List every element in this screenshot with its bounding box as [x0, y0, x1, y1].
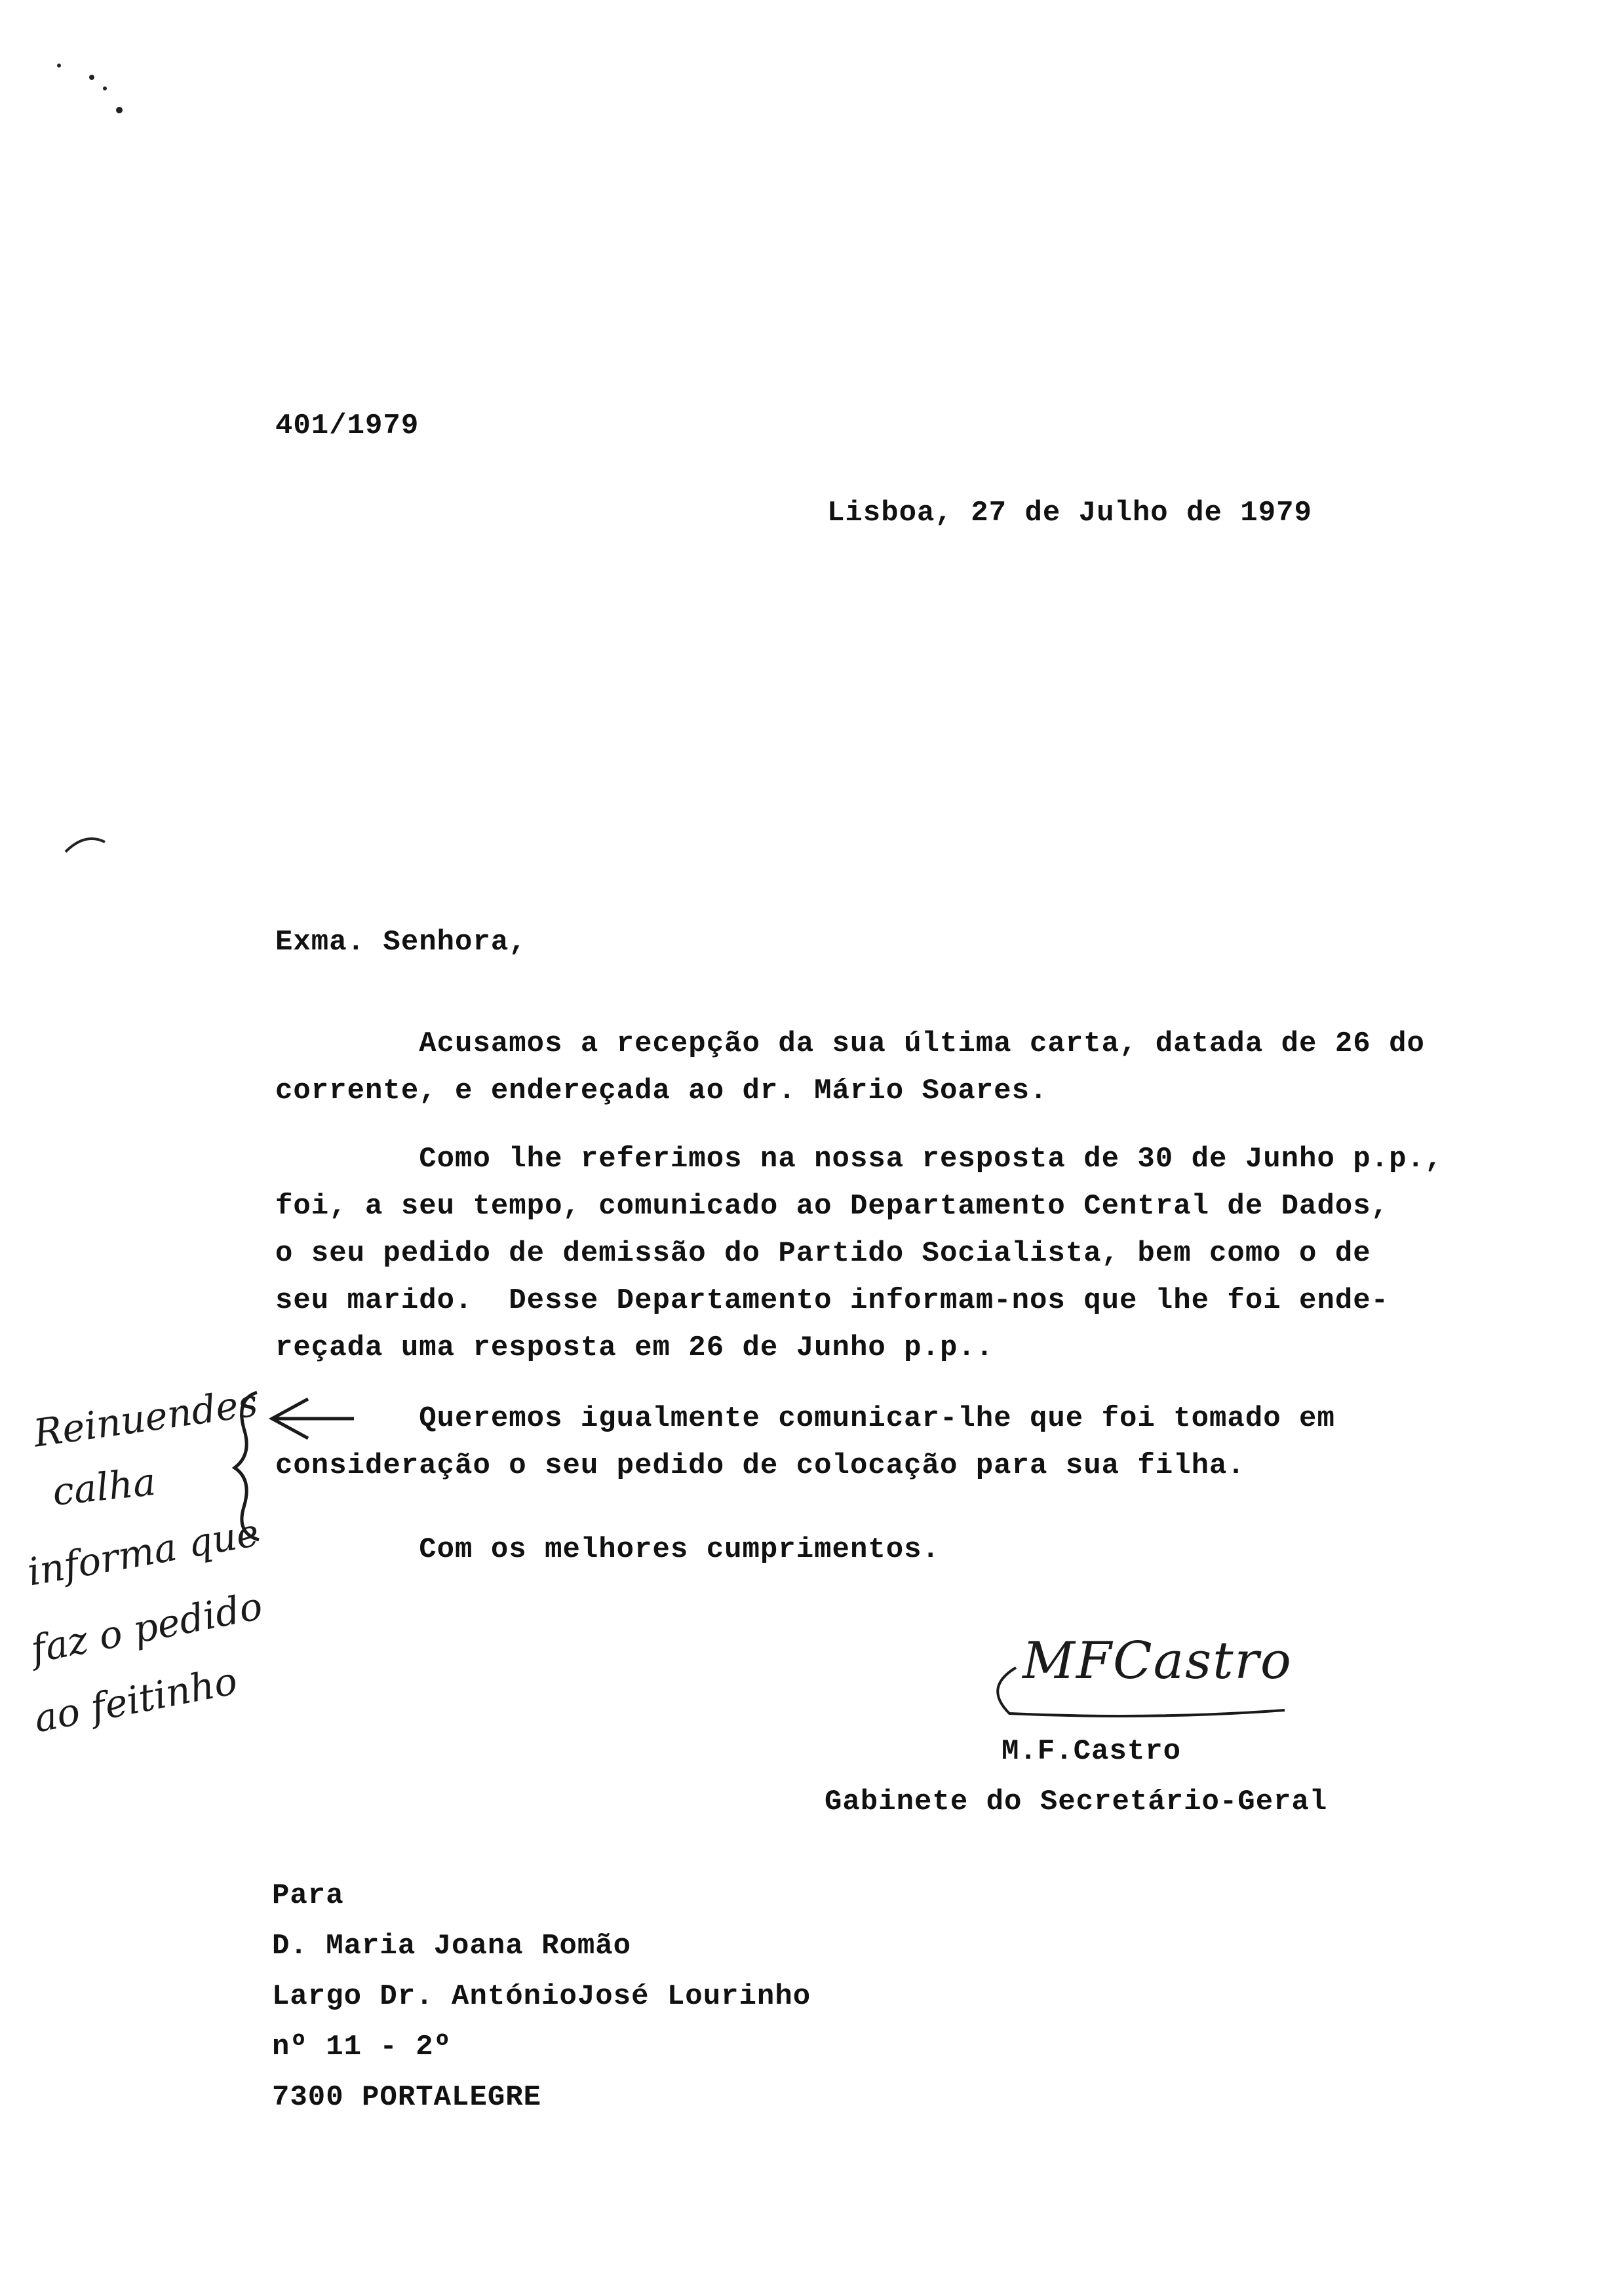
arrow-left-icon: [272, 1399, 354, 1438]
brace-icon: [235, 1392, 259, 1540]
body-line: Com os melhores cumprimentos.: [275, 1533, 940, 1566]
recipient-city: 7300 PORTALEGRE: [272, 2081, 542, 2114]
body-line: Acusamos a recepção da sua última carta, datada de 26 do: [275, 1027, 1425, 1060]
handwritten-note-line: calha: [50, 1459, 158, 1515]
body-line: seu marido. Desse Departamento informam-nos que lhe foi ende-: [275, 1284, 1390, 1317]
recipient-number: nº 11 - 2º: [272, 2031, 452, 2063]
handwritten-note-line: informa que: [24, 1510, 263, 1595]
handwritten-note-line: faz o pedido: [27, 1583, 266, 1672]
signatory-office: Gabinete do Secretário-Geral: [825, 1786, 1328, 1818]
body-line: foi, a seu tempo, comunicado ao Departamento Central de Dados,: [275, 1190, 1390, 1223]
handwritten-note-line: ao feitinho: [30, 1658, 241, 1742]
date-line: Lisboa, 27 de Julho de 1979: [827, 497, 1312, 529]
body-line: corrente, e endereçada ao dr. Mário Soares.: [275, 1075, 1048, 1107]
signature: MFCastro: [1022, 1632, 1293, 1691]
body-line: o seu pedido de demissão do Partido Socialista, bem como o de: [275, 1237, 1371, 1270]
body-line: consideração o seu pedido de colocação para sua filha.: [275, 1449, 1245, 1482]
salutation: Exma. Senhora,: [275, 926, 527, 959]
signatory-name: M.F.Castro: [1002, 1735, 1182, 1768]
body-line: reçada uma resposta em 26 de Junho p.p..: [275, 1331, 994, 1364]
handwritten-note-line: Reinuendes: [30, 1380, 261, 1456]
reference-number: 401/1979: [275, 410, 419, 442]
recipient-label: Para: [272, 1879, 344, 1912]
recipient-name: D. Maria Joana Romão: [272, 1930, 632, 1962]
body-line: Como lhe referimos na nossa resposta de 30 de Junho p.p.,: [275, 1143, 1443, 1176]
body-line: Queremos igualmente comunicar-lhe que foi tomado em: [275, 1402, 1335, 1435]
recipient-street: Largo Dr. AntónioJosé Lourinho: [272, 1980, 811, 2013]
